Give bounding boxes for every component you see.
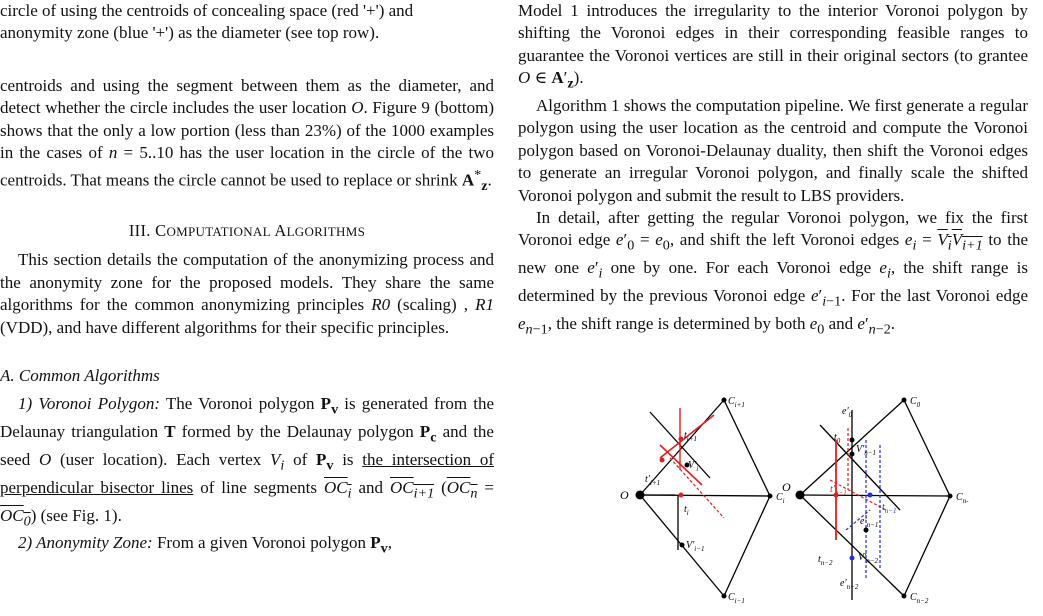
left-diagram [620, 396, 785, 605]
paragraph-centroid-circle: centroids and using the segment between them as the diameter, and detect whether the circle includes the user location O. Figure 9 (bottom) shows that the only a low portion (less than 23%) of the 1000 examples in the cases of n = 5..10 has the user location in the circle of the two centroids. That means the circle cannot be used to replace or shrink $A^*_z$. [0, 75, 494, 195]
svg-text:V′n−1: $V'_{n-1}$ [856, 444, 877, 457]
svg-text:t′n−1: $t'_{n-1}$ [830, 484, 847, 497]
svg-text:e′n−1: $e'_{n-1}$ [860, 516, 879, 529]
svg-text:tn−1: $t_{n-1}$ [882, 502, 897, 515]
voronoi-shift-figure [620, 396, 970, 610]
svg-text:O: O [782, 480, 791, 494]
subsection-heading: A. Common Algorithms [0, 365, 160, 385]
svg-text:tn−2: $t_{n-2}$ [818, 554, 833, 567]
section-heading: III. COMPUTATIONAL ALGORITHMS [128, 220, 366, 240]
svg-text:V′n−2: $V'_{n-2}$ [858, 552, 879, 565]
svg-text:V′i−1: $V'_{i-1}$ [686, 540, 705, 553]
svg-text:e′0: $e'_0$ [842, 406, 853, 419]
svg-text:t0: $t_0$ [834, 432, 841, 445]
caption-line-1: circle of using the centroids of concealing space (red '+') and [0, 1, 414, 20]
svg-text:Ci−1: $C_{i-1}$ [728, 592, 745, 605]
svg-text:ti+1: $t_{i+1}$ [684, 430, 697, 443]
left-column [0, 0, 494, 560]
paragraph-voronoi-polygon: 1) Voronoi Polygon: The Voronoi polygon $P_v$ is generated from the Delaunay triangulation T formed by the Delaunay polygon $P_c$ and the seed O (user location). Each vertex $V_i$ of $P_v$ is the intersection of perpendicular bisector lines of line segments $OC_i$ and $OC_{i+1}$ $(OC_n = OC_0)$ (see Fig. 1). [0, 394, 495, 529]
svg-text:C0: $C_0$ [910, 396, 921, 409]
paragraph-algorithm1: Algorithm 1 shows the computation pipeline. We first generate a regular polygon using the user location as the centroid and compute the Voronoi polygon based on Voronoi-Delaunay duality, then shift the Voronoi edges to generate an irregular Voronoi polygon, and finally scale the shifted Voronoi polygon and submit the result to LBS providers. [518, 96, 1028, 205]
svg-text:e′n−2: $e'_{n-2}$ [840, 578, 859, 591]
paragraph-section-intro: This section details the computation of the anonymizing process and the anonymity zone for the proposed models. They share the same algorithms for the common anonymizing principles R0 (scaling) , R1 (VDD), and have different algorithms for their specific principles. [0, 250, 494, 337]
right-column [518, 0, 1028, 341]
figure-caption-tail [0, 0, 494, 45]
paragraph-anonymity-zone: 2) Anonymity Zone: From a given Voronoi polygon $P_v$, [18, 533, 392, 557]
delaunay-outline [724, 400, 770, 596]
right-diagram [782, 396, 969, 605]
caption-line-2: anonymity zone (blue '+') as the diameter (see top row). [0, 23, 380, 43]
label-o: O [620, 488, 629, 502]
svg-text:Ci: $C_i$ [776, 492, 785, 505]
svg-text:ti: $t_i$ [684, 504, 689, 517]
svg-text:Ci+1: $C_{i+1}$ [728, 396, 745, 409]
svg-text:V′i: $V'_i$ [688, 460, 699, 473]
svg-text:Cn−2: $C_{n-2}$ [910, 592, 929, 605]
svg-text:Cn-: $C_{n-}$ [956, 492, 969, 505]
svg-text:t′i+1: $t'_{i+1}$ [645, 474, 661, 487]
paragraph-detail: In detail, after getting the regular Voronoi polygon, we fix the first Voronoi edge $e'_0 = e_0$, and shift the left Voronoi edges $e_i = V_iV_{i+1}$ to the new one $e'_i$ one by one. For each Voronoi edge $e_i$, the shift range is determined by the previous Voronoi edge $e'_{i-1}$. For the last Voronoi edge $e_{n-1}$, the shift range is determined by both $e_0$ and $e'_{n-2}$. [518, 208, 1029, 338]
paragraph-model1: Model 1 introduces the irregularity to the interior Voronoi polygon by shifting the Voronoi edges in their corresponding feasible ranges to guarantee the Voronoi vertices are still in their original sectors (to grantee O ∈ $A'_z$). [518, 1, 1028, 92]
